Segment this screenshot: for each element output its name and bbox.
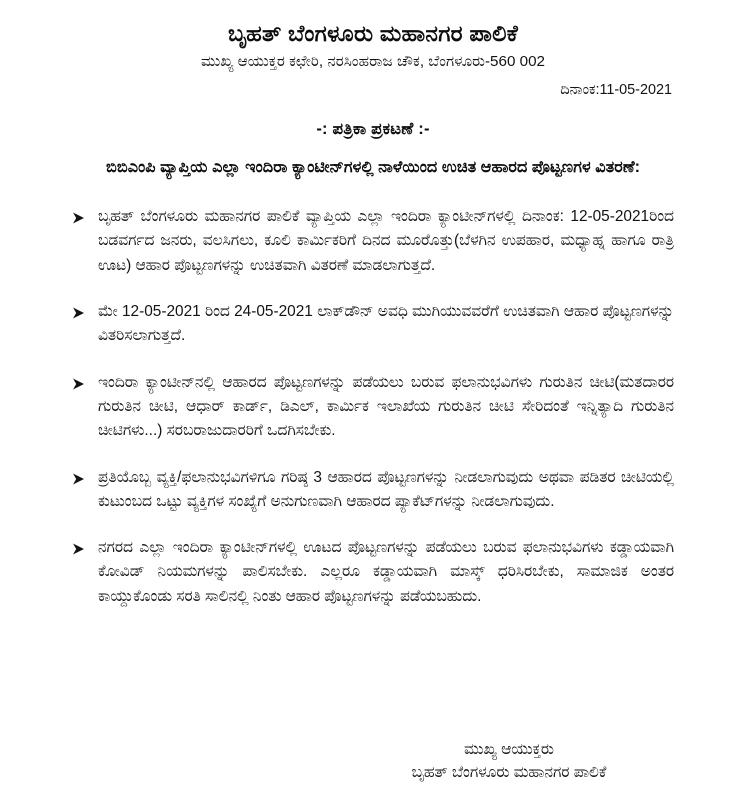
list-item-text: ನಗರದ ಎಲ್ಲಾ ಇಂದಿರಾ ಕ್ಯಾಂಟೀನ್‌ಗಳಲ್ಲಿ ಊಟದ ಪೊಟ್ಟಣಗಳನ್ನು ಪಡೆಯಲು ಬರುವ ಫಲಾನುಭವಿಗಳು ಕಡ್ಡಾಯವಾಗಿ ಕೋವಿಡ್ ನಿಯಮಗಳನ್ನು ಪಾಲಿಸಬೇಕು. ಎಲ್ಲರೂ ಕಡ್ಡಾಯವಾಗಿ ಮಾಸ್ಕ್ ಧರಿಸಿರಬೇಕು, ಸಾಮಾಜಿಕ ಅಂತರ ಕಾಯ್ದುಕೊಂಡು ಸರತಿ ಸಾಲಿನಲ್ಲಿ ನಿಂತು ಆಹಾರ ಪೊಟ್ಟಣಗಳನ್ನು ಪಡೆಯಬಹುದು. <box>98 539 674 605</box>
list-item <box>72 536 674 609</box>
list-item-text: ಬೃಹತ್ ಬೆಂಗಳೂರು ಮಹಾನಗರ ಪಾಲಿಕೆ ವ್ಯಾಪ್ತಿಯ ಎಲ್ಲಾ ಇಂದಿರಾ ಕ್ಯಾಂಟೀನ್‌ಗಳಲ್ಲಿ ದಿನಾಂಕ: 12-05-2021ರಿಂದ ಬಡವರ್ಗದ ಜನರು, ವಲಸಿಗಲು, ಕೂಲಿ ಕಾರ್ಮಿಕರಿಗೆ ದಿನದ ಮೂರೊತ್ತು(ಬೆಳಗಿನ ಉಪಹಾರ, ಮಧ್ಯಾಹ್ನ ಹಾಗೂ ರಾತ್ರಿ ಊಟ) ಆಹಾರ ಪೊಟ್ಟಣಗಳನ್ನು ಉಚಿತವಾಗಿ ವಿತರಣೆ ಮಾಡಲಾಗುತ್ತದೆ. <box>98 207 674 274</box>
list-item <box>72 466 674 515</box>
list-item-text: ಪ್ರತಿಯೊಬ್ಬ ವ್ಯಕ್ತಿ/ಫಲಾನುಭವಿಗಳಿಗೂ ಗರಿಷ್ಠ 3 ಆಹಾರದ ಪೊಟ್ಟಣಗಳನ್ನು ನೀಡಲಾಗುವುದು ಅಥವಾ ಪಡಿತರ ಚೀಟಿಯಲ್ಲಿ ಕುಟುಂಬದ ಒಟ್ಟು ವ್ಯಕ್ತಿಗಳ ಸಂಖ್ಯೆಗೆ ಅನುಗುಣವಾಗಿ ಆಹಾರದ ಪ್ಯಾಕೆಟ್‌ಗಳನ್ನು ನೀಡಲಾಗುವುದು. <box>98 468 674 510</box>
signatory-organisation: ಬೃಹತ್ ಬೆಂಗಳೂರು ಮಹಾನಗರ ಪಾಲಿಕೆ <box>411 763 607 781</box>
signatory-role: ಮುಖ್ಯ ಆಯುಕ್ತರು <box>464 740 554 758</box>
press-release-subject: ಬಿಬಿಎಂಪಿ ವ್ಯಾಪ್ತಿಯ ಎಲ್ಲಾ ಇಂದಿರಾ ಕ್ಯಾಂಟೀನ್‌ಗಳಲ್ಲಿ ನಾಳೆಯಿಂದ ಉಚಿತ ಆಹಾರದ ಪೊಟ್ಟಣಗಳ ವಿತರಣೆ: <box>105 157 641 176</box>
list-item <box>72 205 674 278</box>
list-item-text: ಇಂದಿರಾ ಕ್ಯಾಂಟೀನ್‌ನಲ್ಲಿ ಆಹಾರದ ಪೊಟ್ಟಣಗಳನ್ನು ಪಡೆಯಲು ಬರುವ ಫಲಾನುಭವಿಗಳು ಗುರುತಿನ ಚೀಟಿ(ಮತದಾರರ ಗುರುತಿನ ಚೀಟಿ, ಆಧಾರ್ ಕಾರ್ಡ್, ಡಿಎಲ್, ಕಾರ್ಮಿಕ ಇಲಾಖೆಯ ಗುರುತಿನ ಚೀಟಿ ಸೇರಿದಂತೆ ಇನ್ನಿತ್ಯಾದಿ ಗುರುತಿನ ಚೀಟಿಗಳು...) ಸರಬರಾಜುದಾರರಿಗೆ ಒದಗಿಸಬೇಕು. <box>98 373 674 440</box>
arrowhead-right-icon <box>72 205 85 224</box>
list-item <box>72 300 674 349</box>
list-item-text: ಮೇ 12-05-2021 ರಿಂದ 24-05-2021 ಲಾಕ್‌ಡೌನ್ ಅವಧಿ ಮುಗಿಯುವವರೆಗೆ ಉಚಿತವಾಗಿ ಆಹಾರ ಪೊಟ್ಟಣಗಳನ್ನು ವಿತರಿಸಲಾಗುತ್ತದೆ. <box>98 302 675 345</box>
arrowhead-right-icon <box>72 371 85 390</box>
arrowhead-right-icon <box>72 466 85 485</box>
document-date: ದಿನಾಂಕ:11-05-2021 <box>560 81 672 98</box>
organisation-address: ಮುಖ್ಯ ಆಯುಕ್ತರ ಕಛೇರಿ, ನರಸಿಂಹರಾಜ ಚೌಕ, ಬೆಂಗಳೂರು-560 002 <box>201 53 545 71</box>
press-release-points <box>72 205 674 609</box>
signature-block <box>344 738 674 784</box>
arrowhead-right-icon <box>72 300 85 319</box>
organisation-title: ಬೃಹತ್ ಬೆಂಗಳೂರು ಮಹಾನಗರ ಪಾಲಿಕೆ <box>227 21 519 46</box>
press-release-heading: -: ಪತ್ರಿಕಾ ಪ್ರಕಟಣೆ :- <box>316 119 430 138</box>
list-item <box>72 371 674 444</box>
arrowhead-right-icon <box>72 536 85 555</box>
